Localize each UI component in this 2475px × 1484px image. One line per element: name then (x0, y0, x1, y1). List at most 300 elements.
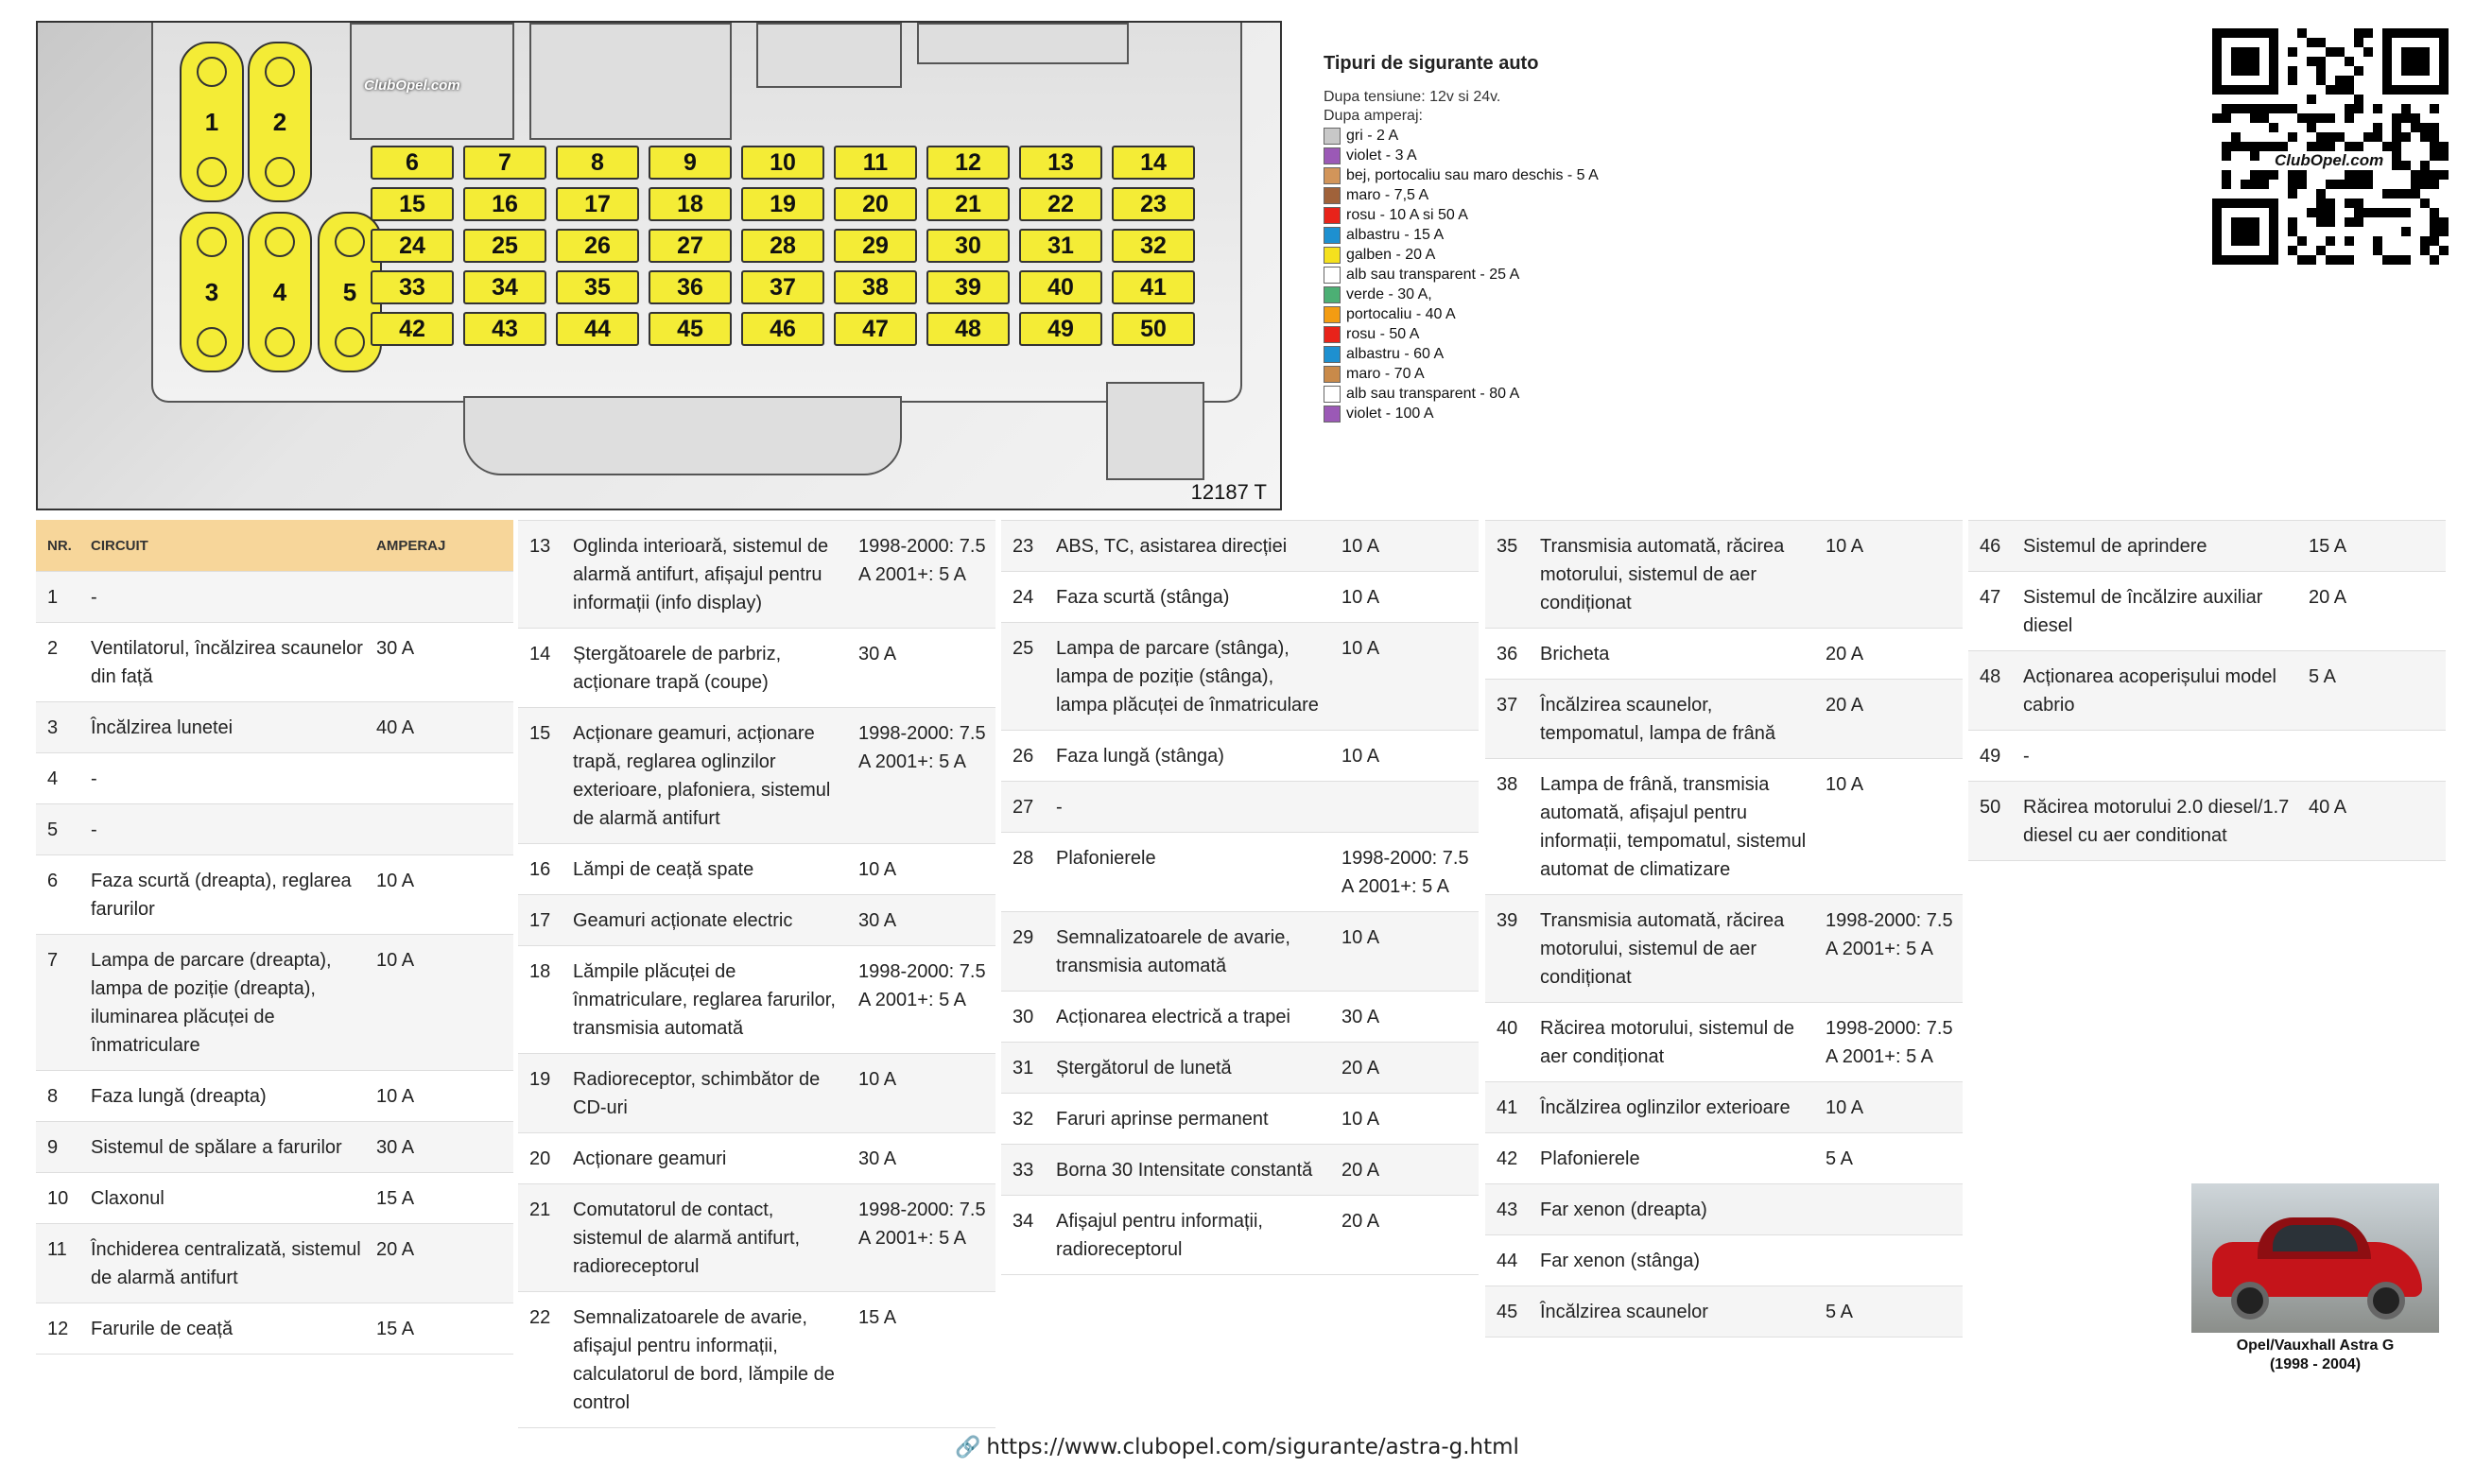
fuse-number: 7 (47, 950, 59, 971)
bottom-clip (463, 396, 902, 475)
fuse-number: 33 (1012, 1160, 1034, 1181)
fuse-number: 37 (1497, 695, 1518, 716)
fuse-number: 15 (529, 723, 551, 744)
legend-item (1324, 304, 1891, 324)
table-row (1001, 992, 1479, 1043)
color-swatch (1324, 326, 1341, 343)
car-model: Opel/Vauxhall Astra G (2236, 1337, 2395, 1354)
circuit-description: Lămpile plăcuței de înmatriculare, reglarea farurilor, transmisia automată (573, 961, 836, 1039)
fuse-12: 12 (926, 146, 1010, 180)
amperage: 15 A (858, 1307, 897, 1328)
table-row (1001, 623, 1479, 731)
source-link[interactable] (955, 1435, 1519, 1459)
legend-title: Tipuri de sigurante auto (1324, 53, 1539, 74)
color-swatch (1324, 346, 1341, 363)
legend-item (1324, 324, 1891, 344)
circuit-description: Răcirea motorului, sistemul de aer condiționat (1540, 1018, 1794, 1067)
circuit-description: Transmisia automată, răcirea motorului, sistemul de aer condiționat (1540, 910, 1785, 988)
circuit-description: Acționarea acoperișului model cabrio (2023, 666, 2276, 716)
legend-separator: - (1381, 405, 1395, 422)
fuse-number: 27 (1012, 797, 1034, 818)
diagram-watermark: ClubOpel.com (364, 78, 460, 94)
circuit-description: - (91, 820, 97, 840)
circuit-description: Lampa de parcare (stânga), lampa de poziție (stânga), lampa plăcuței de înmatriculare (1056, 638, 1319, 716)
circuit-description: Lampa de parcare (dreapta), lampa de poziție (dreapta), iluminarea plăcuței de înmatriculare (91, 950, 332, 1056)
table-row (36, 1173, 513, 1224)
legend-item (1324, 344, 1891, 364)
legend-label: verde (1346, 285, 1385, 302)
circuit-description: Închiderea centralizată, sistemul de alarmă antifurt (91, 1239, 361, 1288)
table-row (36, 1122, 513, 1173)
legend-item (1324, 245, 1891, 265)
circuit-description: - (91, 587, 97, 608)
fuse-number: 14 (529, 644, 551, 664)
fuse-number: 34 (1012, 1211, 1034, 1232)
circuit-description: Acționare geamuri, acționare trapă, reglarea oglinzilor exterioare, plafoniera, sistemul de alarmă antifurt (573, 723, 831, 829)
legend-label: bej, portocaliu sau maro deschis (1346, 166, 1564, 183)
fuse-number: 29 (1012, 927, 1034, 948)
amperage: 20 A (1341, 1058, 1380, 1078)
amperage: 20 A (1341, 1160, 1380, 1181)
fuse-19: 19 (741, 187, 824, 221)
legend-item (1324, 146, 1891, 165)
fuse-number: 39 (1497, 910, 1518, 931)
legend-separator: - (1380, 365, 1394, 382)
table-row (36, 1224, 513, 1303)
amperage: 1998-2000: 7.5 A 2001+: 5 A (858, 1199, 986, 1249)
color-swatch (1324, 167, 1341, 184)
circuit-description: Transmisia automată, răcirea motorului, sistemul de aer condiționat (1540, 536, 1785, 613)
circuit-description: Lampa de frână, transmisia automată, afișajul pentru informații, tempomatul, sistemul automat de climatizare (1540, 774, 1807, 880)
legend-item (1324, 404, 1891, 423)
amperage: 40 A (376, 717, 415, 738)
circuit-description: Ștergătoarele de parbriz, acționare trapă (coupe) (573, 644, 782, 693)
legend-label: maro (1346, 365, 1381, 382)
table-row (518, 629, 995, 708)
table-row (518, 520, 995, 629)
amperage: 15 A (376, 1188, 415, 1209)
table-row (1485, 895, 1963, 1003)
fuse-50: 50 (1112, 312, 1195, 346)
circuit-description: Faza lungă (dreapta) (91, 1086, 267, 1107)
fuse-13: 13 (1019, 146, 1102, 180)
amperage: 20 A (1341, 1211, 1380, 1232)
legend-separator: - (1399, 226, 1414, 243)
fuse-27: 27 (649, 229, 732, 263)
table-row (1485, 680, 1963, 759)
amperage: 5 A (1826, 1148, 1853, 1169)
amperage: 10 A (858, 859, 897, 880)
table-row (1001, 1145, 1479, 1196)
fuse-28: 28 (741, 229, 824, 263)
fuse-box-diagram (36, 21, 1282, 510)
amperage: 30 A (1341, 1007, 1380, 1027)
amperage (376, 816, 513, 844)
table-row (1968, 651, 2446, 731)
amperage: 10 A (376, 950, 415, 971)
fuse-10: 10 (741, 146, 824, 180)
legend-label: rosu (1346, 206, 1376, 223)
amperage: 10 A (1341, 587, 1380, 608)
circuit-description: Afișajul pentru informații, radioreceptorul (1056, 1211, 1263, 1260)
fuse-number: 49 (1980, 746, 2001, 767)
legend-value: 80 A (1489, 385, 1520, 402)
circuit-description: Far xenon (dreapta) (1540, 1199, 1707, 1220)
amperage: 10 A (1341, 1109, 1380, 1130)
table-row (1001, 520, 1479, 572)
fuse-number: 4 (47, 768, 59, 789)
legend-value: 100 A (1394, 405, 1434, 422)
fuse-number: 45 (1497, 1302, 1518, 1322)
circuit-description: Încălzirea scaunelor, tempomatul, lampa de frână (1540, 695, 1776, 744)
fuse-number: 11 (47, 1239, 67, 1260)
fuse-15: 15 (371, 187, 454, 221)
table-row (36, 855, 513, 935)
big-fuse-4: 4 (248, 212, 312, 372)
amperage: 10 A (1341, 746, 1380, 767)
fuse-number: 50 (1980, 797, 2001, 818)
fuse-table-column-5 (1968, 520, 2446, 861)
fuse-number: 31 (1012, 1058, 1034, 1078)
amperage: 30 A (858, 644, 897, 664)
table-header (36, 520, 513, 572)
amperage: 1998-2000: 7.5 A 2001+: 5 A (858, 961, 986, 1010)
fuse-14: 14 (1112, 146, 1195, 180)
amperage: 30 A (858, 910, 897, 931)
legend-separator: - (1392, 246, 1406, 263)
fuse-table-column-1 (36, 520, 513, 1355)
circuit-description: Semnalizatoarele de avarie, afișajul pentru informații, calculatorul de bord, lămpile de control (573, 1307, 835, 1413)
fuse-number: 28 (1012, 848, 1034, 869)
fuse-number: 13 (529, 536, 551, 557)
car-photo (2191, 1183, 2439, 1333)
amperage: 1998-2000: 7.5 A 2001+: 5 A (1826, 910, 1953, 959)
legend-separator: - (1384, 285, 1398, 302)
fuse-25: 25 (463, 229, 546, 263)
car-caption (2191, 1337, 2439, 1374)
amperage: 10 A (858, 1069, 897, 1090)
table-row (1001, 833, 1479, 912)
big-fuse-1: 1 (180, 42, 244, 202)
legend-label: alb sau transparent (1346, 266, 1476, 283)
amperage: 10 A (1341, 927, 1380, 948)
amperage: 1998-2000: 7.5 A 2001+: 5 A (1341, 848, 1469, 897)
legend-separator: - (1399, 345, 1414, 362)
fuse-30: 30 (926, 229, 1010, 263)
fuse-21: 21 (926, 187, 1010, 221)
car-wheel (2231, 1282, 2269, 1320)
table-row (518, 1292, 995, 1428)
fuse-number: 12 (47, 1319, 69, 1339)
legend-value: 70 A (1393, 365, 1425, 382)
legend-item (1324, 265, 1891, 285)
fuse-number: 1 (47, 587, 59, 608)
table-row (36, 623, 513, 702)
legend-separator: - (1475, 385, 1490, 402)
legend-separator: - (1376, 325, 1390, 342)
fuse-49: 49 (1019, 312, 1102, 346)
table-row (1001, 572, 1479, 623)
legend-item (1324, 384, 1891, 404)
fuse-number: 42 (1497, 1148, 1518, 1169)
table-row (518, 895, 995, 946)
table-row (518, 1133, 995, 1184)
fuse-table-column-2 (518, 520, 995, 1428)
color-swatch (1324, 306, 1341, 323)
fuse-41: 41 (1112, 270, 1195, 304)
fuse-23: 23 (1112, 187, 1195, 221)
circuit-description: Radioreceptor, schimbător de CD-uri (573, 1069, 821, 1118)
diagram-code: 12187 T (1190, 480, 1267, 504)
fuse-48: 48 (926, 312, 1010, 346)
circuit-description: Geamuri acționate electric (573, 910, 793, 931)
fuse-number: 44 (1497, 1251, 1518, 1271)
fuse-37: 37 (741, 270, 824, 304)
amperage: 20 A (2309, 587, 2347, 608)
amperage: 10 A (376, 1086, 415, 1107)
table-row (36, 935, 513, 1071)
top-connector (917, 23, 1129, 64)
fuse-32: 32 (1112, 229, 1195, 263)
fuse-20: 20 (834, 187, 917, 221)
circuit-description: Comutatorul de contact, sistemul de alarmă antifurt, radioreceptorul (573, 1199, 801, 1277)
circuit-description: Semnalizatoarele de avarie, transmisia automată (1056, 927, 1290, 976)
amperage: 30 A (376, 638, 415, 659)
big-fuse-5: 5 (318, 212, 382, 372)
table-row (1485, 1184, 1963, 1235)
table-row (36, 1303, 513, 1355)
legend-value: 15 A (1413, 226, 1445, 243)
amperage: 10 A (1826, 774, 1864, 795)
circuit-description: Încălzirea scaunelor (1540, 1302, 1708, 1322)
header-circuit: CIRCUIT (91, 537, 148, 554)
amperage: 1998-2000: 7.5 A 2001+: 5 A (858, 536, 986, 585)
fuse-number: 10 (47, 1188, 69, 1209)
fuse-39: 39 (926, 270, 1010, 304)
table-row (1001, 1196, 1479, 1275)
circuit-description: Plafonierele (1056, 848, 1156, 869)
legend-item (1324, 165, 1891, 185)
fuse-number: 6 (47, 871, 59, 891)
car-years: (1998 - 2004) (2269, 1356, 2362, 1372)
color-swatch (1324, 386, 1341, 403)
amperage: 20 A (1826, 695, 1864, 716)
color-swatch (1324, 366, 1341, 383)
fuse-table-column-3 (1001, 520, 1479, 1275)
qr-code (2212, 28, 2449, 265)
side-clip (1106, 382, 1204, 480)
table-row (36, 804, 513, 855)
circuit-description: - (2023, 746, 2030, 767)
table-row (1485, 1133, 1963, 1184)
fuse-legend (1324, 53, 1891, 423)
header-amperaj: AMPERAJ (376, 537, 446, 554)
circuit-description: Lămpi de ceață spate (573, 859, 754, 880)
fuse-number: 21 (529, 1199, 551, 1220)
amperage: 40 A (2309, 797, 2347, 818)
circuit-description: Bricheta (1540, 644, 1610, 664)
table-row (1485, 1235, 1963, 1286)
table-row (1968, 520, 2446, 572)
legend-label: galben (1346, 246, 1393, 263)
circuit-description: Ventilatorul, încălzirea scaunelor din față (91, 638, 363, 687)
table-row (1001, 782, 1479, 833)
amperage (1826, 1247, 1963, 1275)
table-row (1485, 759, 1963, 895)
table-row (36, 572, 513, 623)
table-row (1485, 520, 1963, 629)
legend-separator: - (1376, 206, 1390, 223)
circuit-description: Far xenon (stânga) (1540, 1251, 1700, 1271)
circuit-description: Oglinda interioară, sistemul de alarmă antifurt, afișajul pentru informații (info display) (573, 536, 829, 613)
amperage (1826, 1196, 1963, 1224)
circuit-description: Faruri aprinse permanent (1056, 1109, 1269, 1130)
legend-value: 5 A (1576, 166, 1599, 183)
table-row (1485, 1082, 1963, 1133)
fuse-8: 8 (556, 146, 639, 180)
amperage: 1998-2000: 7.5 A 2001+: 5 A (1826, 1018, 1953, 1067)
amperage: 15 A (376, 1319, 415, 1339)
amperage (376, 583, 513, 612)
fuse-number: 26 (1012, 746, 1034, 767)
fuse-number: 40 (1497, 1018, 1518, 1039)
fuse-26: 26 (556, 229, 639, 263)
fuse-38: 38 (834, 270, 917, 304)
fuse-7: 7 (463, 146, 546, 180)
legend-label: portocaliu (1346, 305, 1412, 322)
fuse-number: 25 (1012, 638, 1034, 659)
legend-label: violet (1346, 405, 1382, 422)
legend-label: gri (1346, 127, 1363, 144)
fuse-number: 43 (1497, 1199, 1518, 1220)
fuse-18: 18 (649, 187, 732, 221)
legend-value: 20 A (1405, 246, 1436, 263)
amperage: 10 A (1341, 536, 1380, 557)
fuse-16: 16 (463, 187, 546, 221)
table-row (36, 753, 513, 804)
legend-item (1324, 285, 1891, 304)
fuse-24: 24 (371, 229, 454, 263)
legend-label: alb sau transparent (1346, 385, 1476, 402)
legend-label: albastru (1346, 226, 1400, 243)
fuse-44: 44 (556, 312, 639, 346)
circuit-description: Ștergătorul de lunetă (1056, 1058, 1232, 1078)
fuse-33: 33 (371, 270, 454, 304)
legend-voltage: Dupa tensiune: 12v si 24v. (1324, 89, 1501, 105)
circuit-description: Faza lungă (stânga) (1056, 746, 1224, 767)
legend-item (1324, 364, 1891, 384)
big-fuse-3: 3 (180, 212, 244, 372)
fuse-number: 47 (1980, 587, 2001, 608)
circuit-description: Sistemul de spălare a farurilor (91, 1137, 342, 1158)
fuse-43: 43 (463, 312, 546, 346)
legend-value: 30 A, (1397, 285, 1432, 302)
big-fuse-2: 2 (248, 42, 312, 202)
fuse-number: 18 (529, 961, 551, 982)
circuit-description: - (91, 768, 97, 789)
fuse-35: 35 (556, 270, 639, 304)
table-row (1001, 912, 1479, 992)
amperage: 10 A (1341, 638, 1380, 659)
circuit-description: Sistemul de încălzire auxiliar diesel (2023, 587, 2263, 636)
legend-item (1324, 185, 1891, 205)
fuse-34: 34 (463, 270, 546, 304)
amperage: 1998-2000: 7.5 A 2001+: 5 A (858, 723, 986, 772)
circuit-description: Borna 30 Intensitate constantă (1056, 1160, 1313, 1181)
color-swatch (1324, 207, 1341, 224)
amperage: 30 A (376, 1137, 415, 1158)
qr-label: ClubOpel.com (2271, 151, 2387, 170)
fuse-number: 16 (529, 859, 551, 880)
fuse-number: 3 (47, 717, 59, 738)
legend-label: albastru (1346, 345, 1400, 362)
circuit-description: Plafonierele (1540, 1148, 1640, 1169)
fuse-number: 23 (1012, 536, 1034, 557)
table-row (1968, 572, 2446, 651)
fuse-46: 46 (741, 312, 824, 346)
table-row (1485, 629, 1963, 680)
fuse-number: 38 (1497, 774, 1518, 795)
fuse-number: 41 (1497, 1097, 1518, 1118)
amperage: 30 A (858, 1148, 897, 1169)
amperage (376, 765, 513, 793)
table-row (1001, 731, 1479, 782)
color-swatch (1324, 147, 1341, 164)
top-connector (756, 23, 902, 88)
fuse-9: 9 (649, 146, 732, 180)
table-row (1968, 782, 2446, 861)
table-row (1968, 731, 2446, 782)
fuse-number: 36 (1497, 644, 1518, 664)
table-row (1485, 1003, 1963, 1082)
legend-value: 3 A (1394, 147, 1417, 164)
amperage (1341, 793, 1479, 821)
color-swatch (1324, 227, 1341, 244)
amperage: 10 A (376, 871, 415, 891)
fuse-number: 48 (1980, 666, 2001, 687)
legend-value: 2 A (1376, 127, 1399, 144)
fuse-29: 29 (834, 229, 917, 263)
circuit-description: Faza scurtă (stânga) (1056, 587, 1230, 608)
circuit-description: Încălzirea oglinzilor exterioare (1540, 1097, 1791, 1118)
fuse-17: 17 (556, 187, 639, 221)
legend-value: 60 A (1413, 345, 1445, 362)
source-url[interactable]: https://www.clubopel.com/sigurante/astra-g.html (986, 1435, 1519, 1459)
car-wheel (2367, 1282, 2405, 1320)
table-row (1001, 1043, 1479, 1094)
legend-value: 10 A si 50 A (1389, 206, 1468, 223)
fuse-number: 8 (47, 1086, 59, 1107)
fuse-number: 22 (529, 1307, 551, 1328)
fuse-42: 42 (371, 312, 454, 346)
circuit-description: Sistemul de aprindere (2023, 536, 2207, 557)
legend-label: maro (1346, 186, 1381, 203)
circuit-description: Claxonul (91, 1188, 164, 1209)
amperage: 5 A (1826, 1302, 1853, 1322)
circuit-description: ABS, TC, asistarea direcției (1056, 536, 1288, 557)
circuit-description: Farurile de ceață (91, 1319, 234, 1339)
legend-item (1324, 205, 1891, 225)
circuit-description: Faza scurtă (dreapta), reglarea farurilor (91, 871, 352, 920)
amperage: 15 A (2309, 536, 2347, 557)
legend-separator: - (1380, 186, 1394, 203)
top-connector (529, 23, 732, 140)
table-row (1485, 1286, 1963, 1337)
color-swatch (1324, 187, 1341, 204)
amperage: 5 A (2309, 666, 2336, 687)
legend-value: 25 A (1489, 266, 1520, 283)
color-swatch (1324, 406, 1341, 423)
